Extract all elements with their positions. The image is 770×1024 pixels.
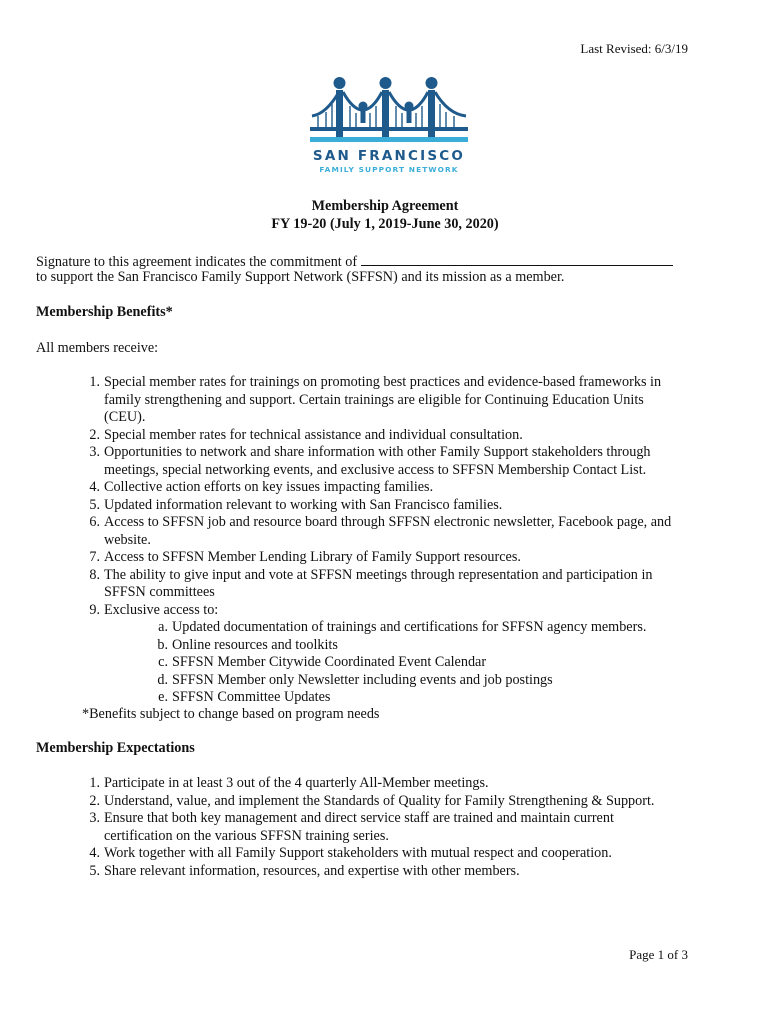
list-item: 5. Updated information relevant to working with San Francisco families.	[89, 496, 503, 513]
list-item: 6. Access to SFFSN job and resource board through SFFSN electronic newsletter, Facebook page, and website.	[89, 514, 672, 548]
bridge-people-icon	[306, 76, 472, 148]
list-item: 9. Exclusive access to: a. Updated documentation of trainings and certifications for SFFSN agency members. b. Online resources and toolkits c. SFFSN Member Citywide Coordinated Event Calendar d. SFFSN Member only Newsletter including events and job postings e. SFFSN Committee Updates	[104, 602, 684, 707]
benefits-heading: Membership Benefits*	[36, 304, 173, 320]
list-item: d. SFFSN Member only Newsletter including events and job postings	[157, 671, 553, 688]
list-item: 3. Opportunities to network and share information with other Family Support stakeholders through meetings, special networking events, and exclusive access to SFFSN Membership Contact List.	[89, 444, 651, 478]
list-item: 5. Share relevant information, resources, and expertise with other members.	[89, 862, 520, 879]
list-item: c. SFFSN Member Citywide Coordinated Event Calendar	[158, 654, 487, 670]
benefits-note: *Benefits subject to change based on program needs	[82, 706, 380, 722]
benefits-intro: All members receive:	[36, 340, 159, 356]
signature-text: Signature to this agreement indicates the commitment of	[36, 254, 358, 270]
list-item: 2. Understand, value, and implement the Standards of Quality for Family Strengthening & Support.	[89, 792, 655, 809]
logo-title: SAN FRANCISCO	[312, 148, 466, 164]
list-item: 1. Participate in at least 3 out of the 4 quarterly All-Member meetings.	[89, 775, 489, 791]
list-item: 8. The ability to give input and vote at SFFSN meetings through representation and participation in SFFSN committees	[89, 566, 653, 600]
exclusive-access-list	[104, 619, 684, 707]
list-item: a. Updated documentation of trainings and certifications for SFFSN agency members.	[158, 619, 647, 635]
document-title: Membership Agreement	[311, 198, 459, 214]
list-item: 3. Ensure that both key management and direct service staff are trained and maintain current certification on the various SFFSN training series.	[89, 810, 614, 844]
logo-subtitle: FAMILY SUPPORT NETWORK	[319, 165, 459, 174]
list-item: 4. Collective action efforts on key issues impacting families.	[89, 479, 434, 495]
list-item: 2. Special member rates for technical assistance and individual consultation.	[89, 426, 523, 443]
list-item: e. SFFSN Committee Updates	[158, 689, 331, 705]
last-revised-date: Last Revised: 6/3/19	[580, 41, 688, 56]
list-item: 4. Work together with all Family Support stakeholders with mutual respect and cooperation.	[89, 845, 612, 861]
list-item: b. Online resources and toolkits	[157, 636, 338, 653]
expectations-heading: Membership Expectations	[36, 740, 195, 756]
page-number: Page 1 of 3	[629, 947, 688, 962]
expectations-list	[89, 775, 684, 880]
list-item: 7. Access to SFFSN Member Lending Library of Family Support resources.	[89, 549, 521, 565]
fiscal-year-title: FY 19-20 (July 1, 2019-June 30, 2020)	[271, 216, 499, 232]
sffsn-logo	[306, 76, 472, 176]
signature-purpose: to support the San Francisco Family Support Network (SFFSN) and its mission as a member.	[36, 269, 565, 285]
signature-blank	[361, 252, 673, 266]
benefits-list	[89, 374, 684, 707]
list-item: 1. Special member rates for trainings on promoting best practices and evidence-based frameworks in family strengthening and support. Certain trainings are eligible for Continuing Education Units (CEU).	[89, 374, 662, 425]
